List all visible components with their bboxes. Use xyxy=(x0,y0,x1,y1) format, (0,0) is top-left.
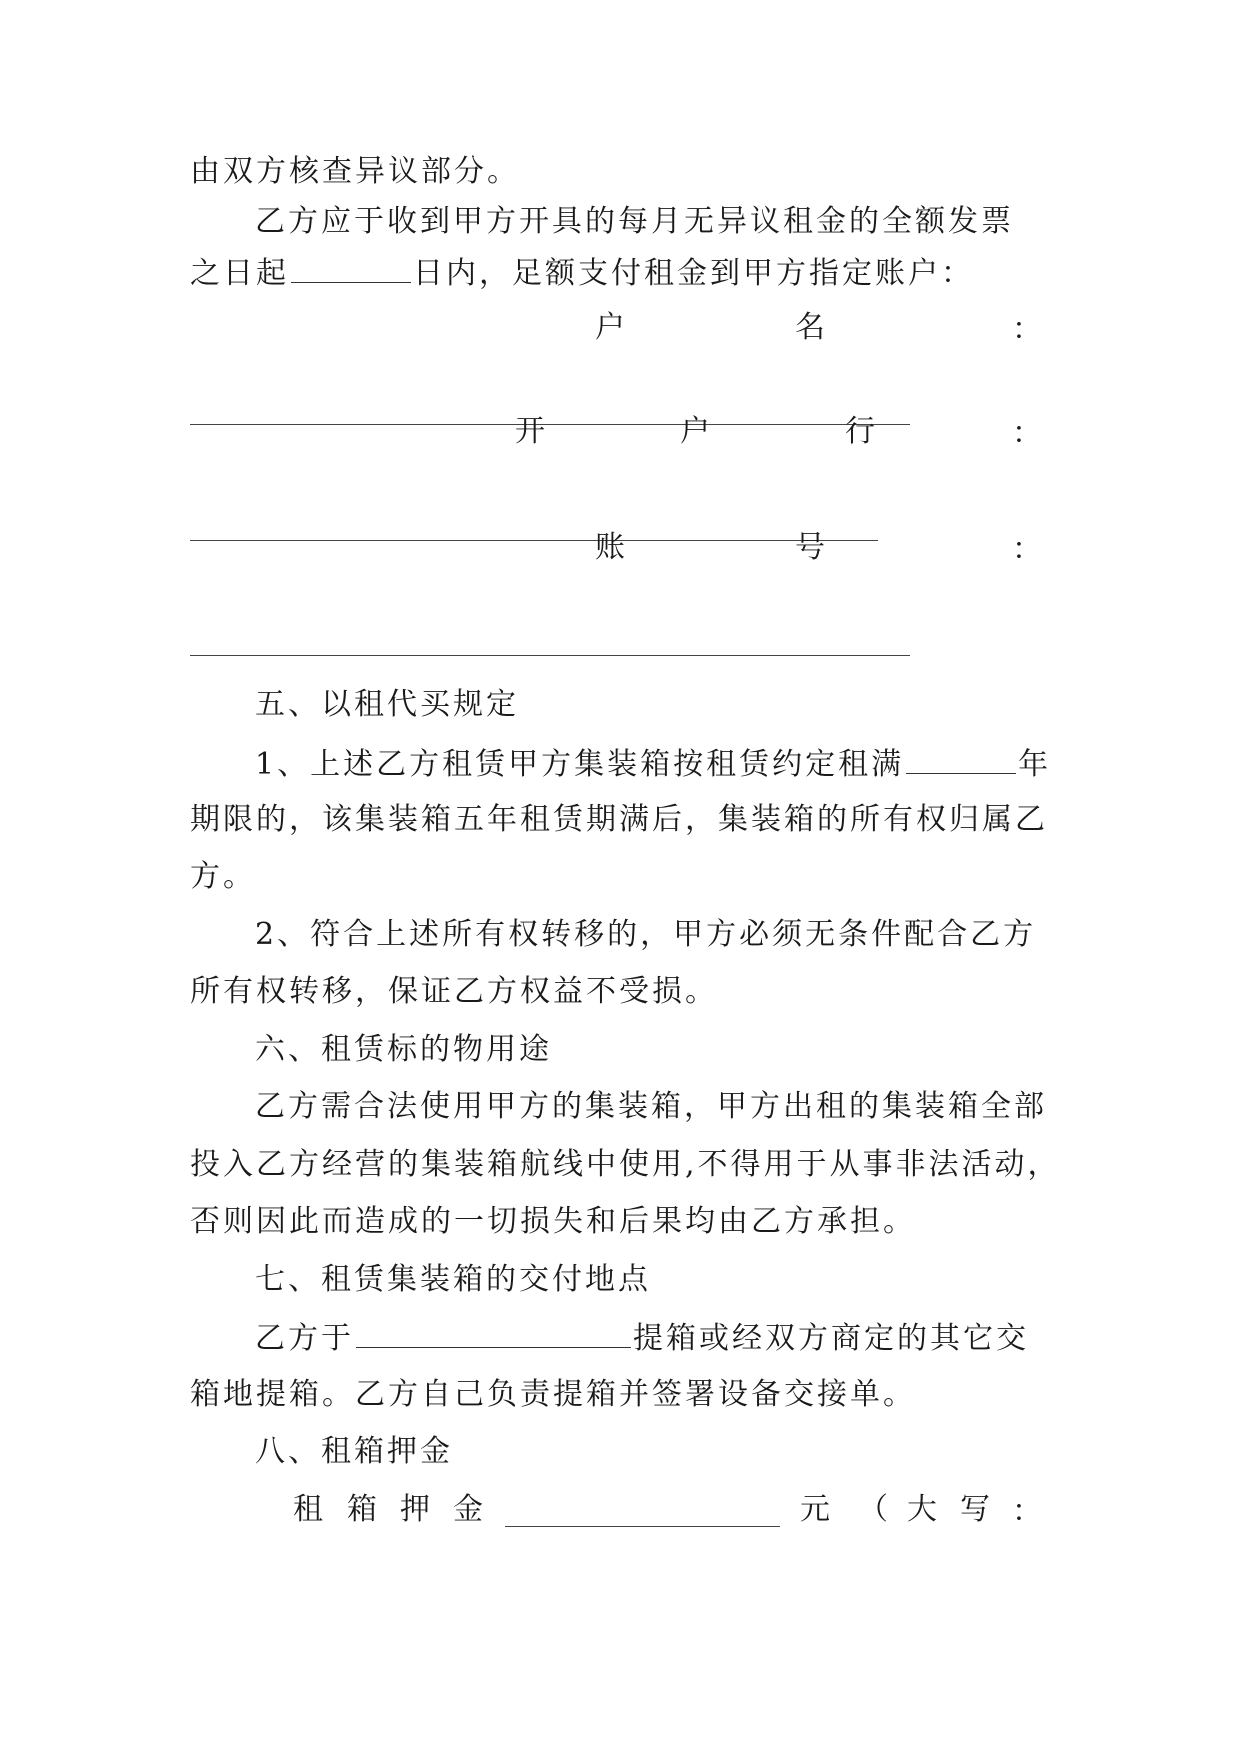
paragraph-line xyxy=(190,252,1050,294)
account-name-colon: ： xyxy=(1012,312,1042,347)
paragraph-line: 由双方核查异议部分。 xyxy=(190,154,520,189)
text-segment: 之日起 xyxy=(190,256,289,291)
fill-in-blank xyxy=(356,1317,631,1348)
bank-char: 开 xyxy=(515,414,545,449)
paragraph-line: 期限的，该集装箱五年租赁期满后，集装箱的所有权归属乙 xyxy=(190,802,1048,837)
paragraph-line: 投入乙方经营的集装箱航线中使用,不得用于从事非法活动， xyxy=(190,1147,1061,1182)
deposit-char: 大 xyxy=(907,1492,937,1527)
deposit-char: 写 xyxy=(960,1492,990,1527)
paragraph-line: 所有权转移，保证乙方权益不受损。 xyxy=(190,974,718,1009)
paragraph-line: 方。 xyxy=(190,859,256,894)
account-no-char: 账 xyxy=(595,530,625,565)
deposit-char: （ xyxy=(858,1492,888,1527)
account-no-blank xyxy=(190,655,910,656)
bank-colon: ： xyxy=(1012,416,1042,451)
deposit-char: 元 xyxy=(800,1492,830,1527)
paragraph-line: 乙方需合法使用甲方的集装箱，甲方出租的集装箱全部 xyxy=(255,1089,1047,1124)
bank-blank xyxy=(190,540,878,541)
section-heading: 六、租赁标的物用途 xyxy=(255,1032,552,1067)
account-name-char: 户 xyxy=(595,310,625,345)
text-segment: 1、上述乙方租赁甲方集装箱按租赁约定租满 xyxy=(255,747,905,782)
fill-in-blank xyxy=(291,252,411,283)
text-segment: 日内，足额支付租金到甲方指定账户： xyxy=(413,256,974,291)
deposit-char: 押 xyxy=(400,1492,430,1527)
paragraph-line xyxy=(255,743,1115,785)
account-name-blank xyxy=(190,424,910,425)
paragraph-line: 2、符合上述所有权转移的，甲方必须无条件配合乙方 xyxy=(255,917,1037,952)
deposit-char: 金 xyxy=(453,1492,483,1527)
paragraph-line xyxy=(255,1317,1115,1359)
paragraph-line: 箱地提箱。乙方自己负责提箱并签署设备交接单。 xyxy=(190,1377,916,1412)
text-segment: 乙方于 xyxy=(255,1321,354,1356)
deposit-colon: ： xyxy=(1012,1494,1042,1529)
bank-char: 行 xyxy=(845,414,875,449)
bank-char: 户 xyxy=(680,414,710,449)
section-heading: 八、租箱押金 xyxy=(255,1434,453,1469)
account-no-char: 号 xyxy=(795,530,825,565)
deposit-char: 箱 xyxy=(347,1492,377,1527)
paragraph-line: 否则因此而造成的一切损失和后果均由乙方承担。 xyxy=(190,1204,916,1239)
text-segment: 提箱或经双方商定的其它交 xyxy=(633,1321,1029,1356)
section-heading: 五、以租代买规定 xyxy=(255,687,519,722)
fill-in-blank xyxy=(906,743,1016,774)
account-no-colon: ： xyxy=(1012,532,1042,567)
deposit-char: 租 xyxy=(293,1492,323,1527)
section-heading: 七、租赁集装箱的交付地点 xyxy=(255,1262,651,1297)
account-name-char: 名 xyxy=(795,310,825,345)
deposit-amount-blank xyxy=(505,1526,780,1527)
paragraph-line: 乙方应于收到甲方开具的每月无异议租金的全额发票 xyxy=(255,204,1014,239)
text-segment: 年 xyxy=(1018,747,1052,782)
